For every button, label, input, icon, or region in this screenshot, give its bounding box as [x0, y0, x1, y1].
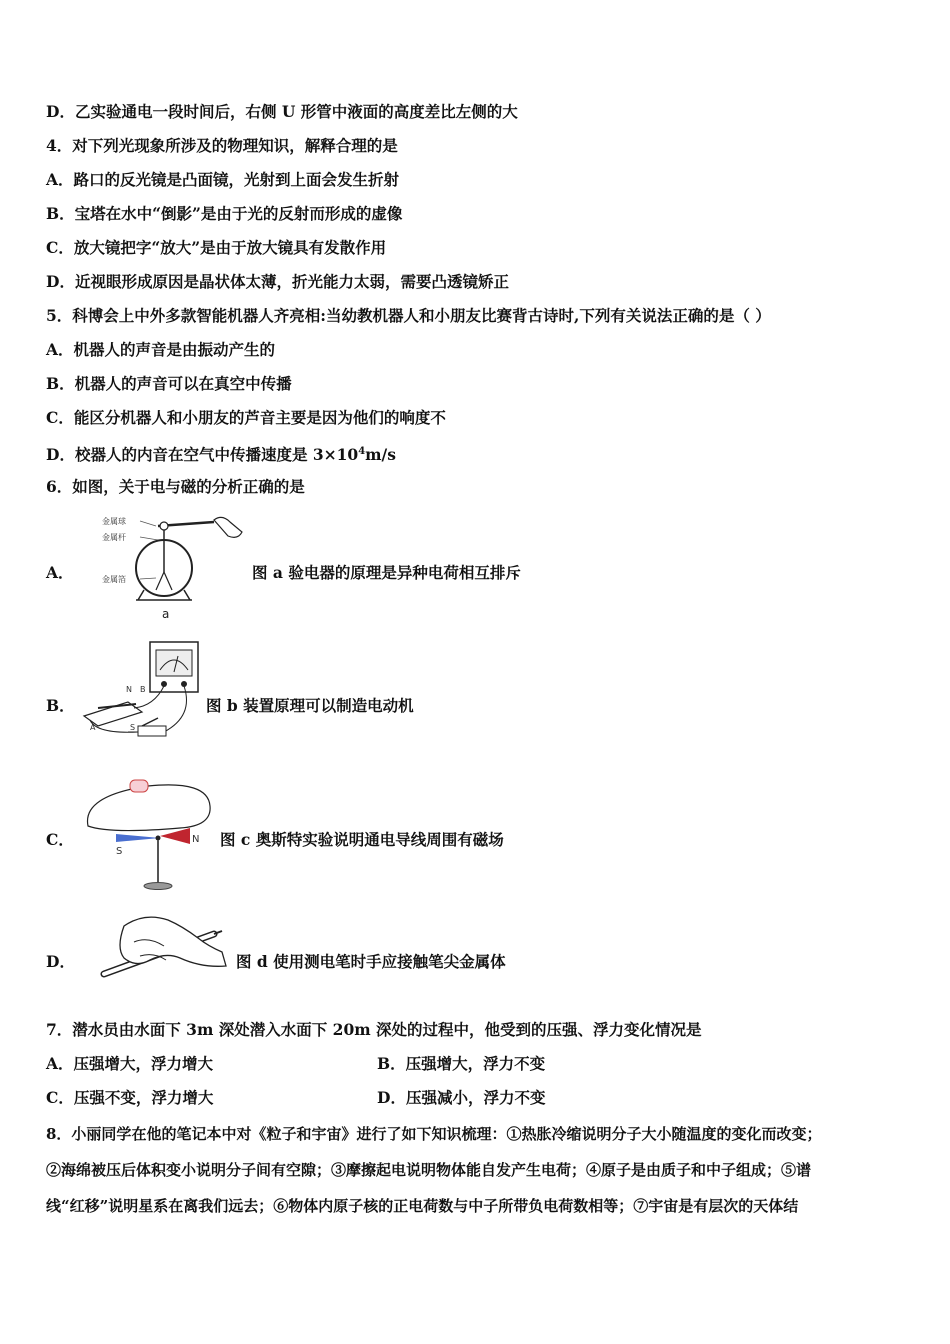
q6-option-a-letter: A．: [46, 563, 74, 582]
fig-a-label-ball: 金属球: [102, 517, 126, 526]
q7-stem: 7．潜水员由水面下 3m 深处潜入水面下 20m 深处的过程中，他受到的压强、浮力变化情况是: [46, 1020, 702, 1039]
q5-option-a: A．机器人的声音是由振动产生的: [46, 340, 276, 359]
fig-a-caption: a: [162, 607, 170, 621]
oersted-experiment-figure: [82, 770, 214, 896]
q4-option-c: C．放大镜把字“放大”是由于放大镜具有发散作用: [46, 238, 387, 257]
q7-option-d: D．压强减小，浮力不变: [377, 1088, 546, 1107]
q4-stem: 4．对下列光现象所涉及的物理知识，解释合理的是: [46, 136, 398, 155]
q5-option-b: B．机器人的声音可以在真空中传播: [46, 374, 292, 393]
q6-option-d-letter: D．: [46, 952, 75, 971]
fig-a-label-rod: 金属杆: [102, 533, 126, 542]
fig-b-label-s: S: [130, 723, 136, 732]
q7-option-c: C．压强不变，浮力增大: [46, 1088, 214, 1107]
q6-option-c-text: 图 c 奥斯特实验说明通电导线周围有磁场: [220, 830, 504, 849]
q4-option-a: A．路口的反光镜是凸面镜，光射到上面会发生折射: [46, 170, 400, 189]
q4-option-b: B．宝塔在水中“倒影”是由于光的反射而形成的虚像: [46, 204, 403, 223]
electroscope-figure: [96, 510, 256, 622]
q4-option-d: D．近视眼形成原因是晶状体太薄，折光能力太弱，需要凸透镜矫正: [46, 272, 509, 291]
fig-b-label-a: A: [90, 723, 96, 732]
fig-c-label-s: S: [116, 846, 123, 857]
q3-option-d: D．乙实验通电一段时间后，右侧 U 形管中液面的高度差比左侧的大: [46, 102, 518, 121]
fig-a-label-foil: 金属箔: [102, 575, 126, 584]
q6-option-b-text: 图 b 装置原理可以制造电动机: [206, 696, 414, 715]
q7-option-b: B．压强增大，浮力不变: [377, 1054, 546, 1073]
q5-stem: 5．科博会上中外多款智能机器人齐亮相:当幼教机器人和小朋友比赛背古诗时,下列有关说法正确的是（ ）: [46, 306, 771, 325]
fig-b-label-n: N: [126, 685, 132, 694]
q5-option-d-exponent: 4: [358, 446, 366, 457]
induction-apparatus-figure: [80, 638, 210, 746]
q6-option-a-text: 图 a 验电器的原理是异种电荷相互排斥: [252, 563, 521, 582]
q8-line-3: 线“红移”说明星系在离我们远去；⑥物体内原子核的正电荷数与中子所带负电荷数相等；⑦宇宙是有层次的天体结: [46, 1197, 799, 1215]
fig-b-label-b: B: [140, 685, 146, 694]
q5-option-d-prefix: D．校器人的内音在空气中传播速度是 3×10: [46, 445, 359, 465]
q6-option-b-letter: B．: [46, 696, 75, 715]
q7-option-a: A．压强增大，浮力增大: [46, 1054, 214, 1073]
q6-stem: 6．如图，关于电与磁的分析正确的是: [46, 477, 305, 496]
q5-option-c: C．能区分机器人和小朋友的芦音主要是因为他们的响度不: [46, 408, 446, 427]
fig-c-label-n: N: [192, 834, 200, 845]
q6-option-d-text: 图 d 使用测电笔时手应接触笔尖金属体: [236, 952, 506, 971]
test-pen-hand-figure: [94, 908, 230, 992]
q5-option-d-suffix: m/s: [365, 445, 396, 465]
q8-line-1: 8．小丽同学在他的笔记本中对《粒子和宇宙》进行了如下知识梳理：①热胀冷缩说明分子大小随温度的变化而改变；: [46, 1125, 822, 1143]
q5-option-d: [46, 442, 396, 465]
q8-line-2: ②海绵被压后体积变小说明分子间有空隙；③摩擦起电说明物体能自发产生电荷；④原子是由质子和中子组成；⑤谱: [46, 1161, 812, 1179]
q6-option-c-letter: C．: [46, 830, 74, 849]
